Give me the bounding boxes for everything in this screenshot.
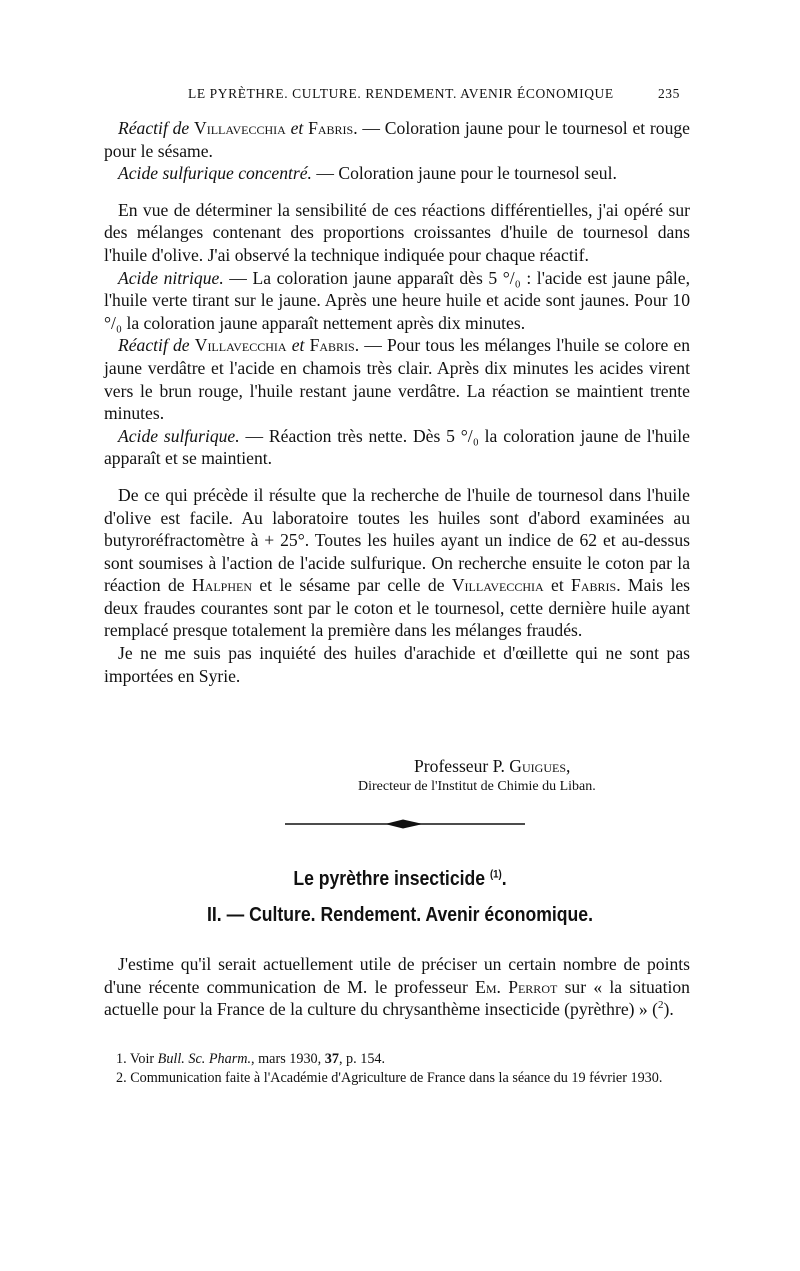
footnote-ref: 1 [493,868,499,881]
author-name: Villavecchia [194,335,287,356]
footnote-text: , p. 154. [338,1051,386,1067]
reagent-label: Réactif de [118,118,190,138]
journal-title: Bull. Sc. Pharm. [157,1051,252,1067]
conjunction: et [291,335,305,356]
author-name: Fabris [309,335,355,356]
paragraph-intro [104,953,690,1021]
footnote-1 [104,1050,694,1069]
reagent-label: Acide sulfurique. [118,425,240,446]
running-head-title: LE PYRÈTHRE. CULTURE. RENDEMENT. AVENIR ÉCONOMIQUE [188,86,614,101]
section-body [104,117,690,687]
paragraph-text: et [543,575,572,596]
author-name: Villavecchia [451,575,544,596]
paragraph-arachide: Je ne me suis pas inquiété des huiles d'arachide et d'œillette qui ne sont pas importées en Syrie. [104,643,690,686]
paragraph-text: ). [663,999,674,1020]
author-name: Villavecchia [194,118,286,138]
paragraph-text: sur « la situation actuelle pour la France de la culture du chrysanthème insecticide (pyrèthre) » ( [104,976,690,1020]
article-title: Le pyrèthre insecticide $^{(1)}$. [293,868,507,890]
footnote-text: , mars 1930, [251,1051,325,1067]
signature-name [414,756,570,777]
paragraph-text: — Coloration jaune pour le tournesol seul. [311,163,617,184]
reagent-label: Acide nitrique. [118,267,224,288]
reagent-label: Réactif de [118,335,190,356]
paragraph-acide-sulfurique [104,425,690,470]
page-number: 235 [657,86,680,101]
author-name: Fabris [308,118,354,138]
paragraph-text: De ce qui précède il résulte que la recherche de l'huile de tournesol dans l'huile d'olive est facile. Au laboratoire toutes les huiles sont d'abord examinées au butyroréfractomètre à + 25°. Toutes les huiles ayant un indice de 62 et au-dessus sont soumises à l'action de l'acide sulfurique. On recherche ensuite le coton par la réaction de [104,484,690,596]
paragraph-text: — La coloration jaune apparaît dès 5 °/₀ : l'acide est jaune pâle, l'huile verte tirant sur le jaune. Après une heure huile et acide sont jaunes. Pour 10 °/₀ la coloration jaune apparaît nettement après dix minutes. [104,267,691,333]
footnotes [104,1050,694,1088]
signature-role: Directeur de l'Institut de Chimie du Liban. [358,779,596,794]
author-name: Fabris [571,575,617,596]
paragraph-text: — Réaction très nette. Dès 5 °/₀ la coloration jaune de l'huile apparaît et se maintient. [104,425,690,469]
paragraph-conclusion [104,484,690,642]
article-subtitle: II. — Culture. Rendement. Avenir économique. [207,904,593,926]
paragraph-text: J'estime qu'il serait actuellement utile de préciser un certain nombre de points d'une récente communication de M. le professeur [104,954,690,997]
paragraph-text: . Mais les deux fraudes courantes sont par le coton et le tournesol, cette dernière huile ayant remplacé presque totalement la première dans les mélanges fraudés. [104,575,690,641]
paragraph-text: . — Pour tous les mélanges l'huile se colore en jaune verdâtre et l'acide en chamois très clair. Après dix minutes les acides virent vers le brun rouge, l'huile restant jaune verdâtre. La réaction se maintient trente minutes. [104,335,691,424]
reagent-label: Acide sulfurique concentré. [118,163,312,184]
article-title-tail: . [501,868,507,890]
paragraph-acide-nitrique [104,267,690,335]
author-name: Em. Perrot [475,976,558,997]
paragraph-text: . — Coloration jaune pour le tournesol et rouge pour le sésame. [104,118,690,161]
article-title-text: Le pyrèthre insecticide [293,868,486,890]
footnote-ref: 2 [657,999,664,1012]
paragraph-text: et le sésame par celle de [252,575,452,596]
paragraph-reactif-1 [104,117,690,162]
footnote-text: 1. Voir [116,1051,158,1067]
paragraph-acide-sulfurique-concentre [104,162,690,185]
conjunction: et [290,118,304,138]
footnote-2: 2. Communication faite à l'Académie d'Agriculture de France dans la séance du 19 février 1930. [116,1070,663,1086]
paragraph-sensibilite: En vue de déterminer la sensibilité de ces réactions différentielles, j'ai opéré sur des mélanges contenant des proportions croissantes d'huile de tournesol dans l'huile d'olive. J'ai observé la technique indiquée pour chaque réactif. [104,199,690,265]
author-name: Guigues, [509,756,571,776]
volume-number: 37 [324,1051,339,1067]
section-divider-ornament [285,816,525,832]
article-intro [104,953,690,1021]
author-name: Halphen [191,575,252,596]
paragraph-reactif-2 [104,334,690,424]
signature-prefix: Professeur P. [414,756,510,776]
